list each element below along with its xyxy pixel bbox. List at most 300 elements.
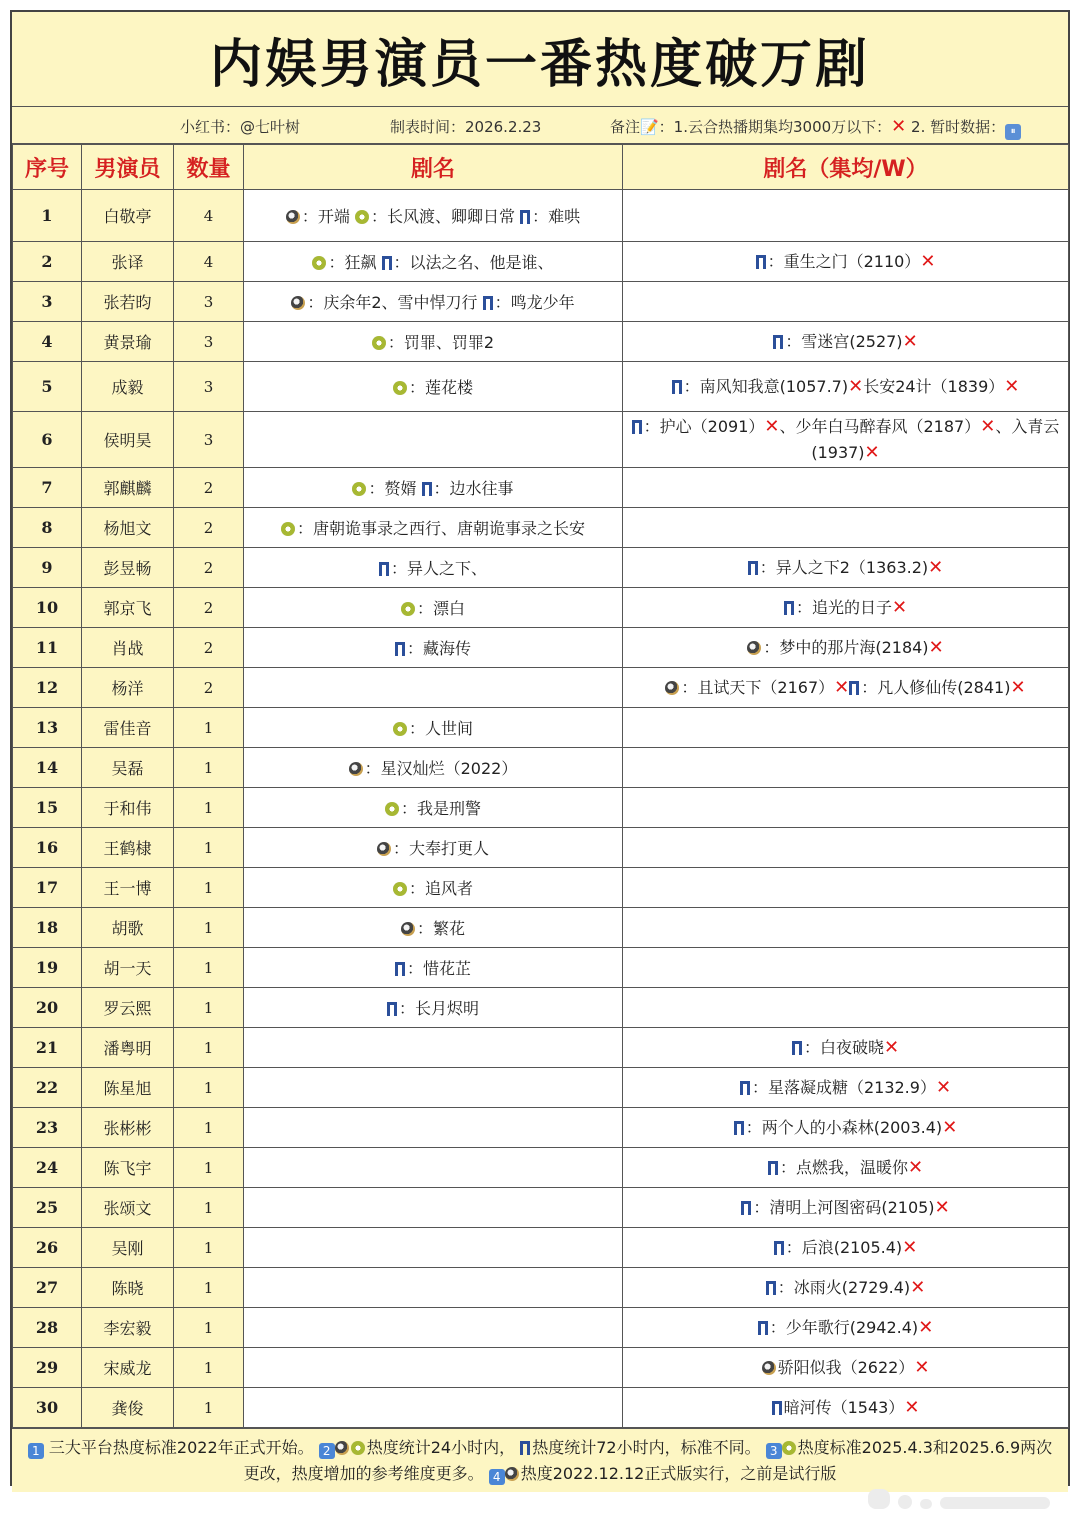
platform-c-icon — [387, 1002, 397, 1016]
row-index: 24 — [13, 1148, 82, 1188]
drama-count: 1 — [174, 1028, 244, 1068]
actor-name: 陈晓 — [82, 1268, 174, 1308]
actor-name: 陈飞宇 — [82, 1148, 174, 1188]
footer-text-2: 热度统计24小时内， — [366, 1438, 516, 1457]
platform-c-icon — [672, 380, 682, 394]
drama-count: 3 — [174, 412, 244, 468]
platform-c-icon — [748, 561, 758, 575]
drama-count: 1 — [174, 1308, 244, 1348]
cross-icon: ✕ — [934, 1196, 950, 1218]
drama-title: ：长月烬明 — [398, 999, 479, 1018]
footer-text-1: 三大平台热度标准2022年正式开始。 — [48, 1438, 314, 1457]
cross-icon: ✕ — [864, 441, 880, 463]
episode-avg-cell — [623, 668, 1069, 708]
drama-title: ：以法之名、他是谁、 — [393, 253, 554, 272]
cross-icon: ✕ — [891, 596, 908, 618]
platform-b-icon — [401, 602, 415, 616]
drama-cell — [244, 1108, 623, 1148]
episode-avg-cell — [623, 362, 1069, 412]
drama-title: ：异人之下2（1363.2) — [759, 557, 929, 577]
row-index: 9 — [13, 548, 82, 588]
platform-b-icon — [352, 482, 366, 496]
drama-title: ：星汉灿烂（2022） — [364, 759, 518, 778]
drama-count: 4 — [174, 242, 244, 282]
drama-cell — [244, 1188, 623, 1228]
platform-b-icon — [393, 882, 407, 896]
episode-avg-cell — [623, 412, 1069, 468]
row-index: 2 — [13, 242, 82, 282]
drama-title: ：追风者 — [408, 879, 473, 898]
drama-count: 1 — [174, 1348, 244, 1388]
episode-avg-cell — [623, 748, 1069, 788]
drama-title: ：清明上河图密码(2105) — [753, 1197, 935, 1217]
actor-name: 成毅 — [82, 362, 174, 412]
drama-title: ：点燃我，温暖你 — [779, 1157, 908, 1177]
drama-title: ：少年歌行(2942.4) — [769, 1317, 919, 1337]
table-row — [13, 242, 1069, 282]
episode-avg-cell — [623, 1388, 1069, 1428]
row-index: 6 — [13, 412, 82, 468]
note-badge-2: 2 — [319, 1443, 335, 1459]
drama-cell — [244, 412, 623, 468]
table-row — [13, 1028, 1069, 1068]
platform-c-icon — [483, 296, 493, 310]
drama-title: ：唐朝诡事录之西行、唐朝诡事录之长安 — [296, 519, 585, 538]
platform-a-icon — [286, 210, 300, 224]
row-index: 23 — [13, 1108, 82, 1148]
drama-cell — [244, 748, 623, 788]
platform-c-icon — [395, 962, 405, 976]
drama-count: 1 — [174, 708, 244, 748]
row-index: 19 — [13, 948, 82, 988]
row-index: 22 — [13, 1068, 82, 1108]
actor-name: 罗云熙 — [82, 988, 174, 1028]
actor-name: 侯明昊 — [82, 412, 174, 468]
episode-avg-cell — [623, 1308, 1069, 1348]
drama-cell — [244, 628, 623, 668]
drama-count: 4 — [174, 190, 244, 242]
drama-count: 2 — [174, 468, 244, 508]
platform-b-icon — [393, 722, 407, 736]
platform-c-icon — [379, 562, 389, 576]
episode-avg-cell — [623, 988, 1069, 1028]
row-index: 15 — [13, 788, 82, 828]
drama-title: ：边水往事 — [433, 479, 514, 498]
platform-b-icon — [312, 256, 326, 270]
row-index: 3 — [13, 282, 82, 322]
actor-name: 肖战 — [82, 628, 174, 668]
table-row — [13, 788, 1069, 828]
drama-count: 1 — [174, 868, 244, 908]
drama-count: 1 — [174, 988, 244, 1028]
table-row — [13, 828, 1069, 868]
table-row — [13, 1388, 1069, 1428]
row-index: 28 — [13, 1308, 82, 1348]
drama-count: 1 — [174, 828, 244, 868]
actor-name: 于和伟 — [82, 788, 174, 828]
drama-title: ：罚罪、罚罪2 — [387, 333, 495, 352]
table-row — [13, 908, 1069, 948]
actor-name: 彭昱畅 — [82, 548, 174, 588]
cross-icon: ✕ — [935, 1076, 952, 1098]
drama-title: ：南风知我意(1057.7) — [683, 376, 849, 396]
drama-count: 3 — [174, 322, 244, 362]
footer-text-5: 热度2022.12.12正式版实行，之前是试行版 — [520, 1464, 837, 1483]
table-row — [13, 322, 1069, 362]
actor-name: 胡一天 — [82, 948, 174, 988]
drama-title: ：长风渡、卿卿日常 — [370, 207, 521, 226]
row-index: 29 — [13, 1348, 82, 1388]
episode-avg-cell — [623, 908, 1069, 948]
episode-avg-cell — [623, 828, 1069, 868]
drama-cell — [244, 322, 623, 362]
drama-count: 3 — [174, 282, 244, 322]
actor-name: 龚俊 — [82, 1388, 174, 1428]
platform-c-icon — [792, 1041, 802, 1055]
cross-icon: ✕ — [910, 1276, 926, 1298]
drama-title: ：惜花芷 — [406, 959, 471, 978]
platform-a-icon — [505, 1467, 519, 1481]
actor-name: 雷佳音 — [82, 708, 174, 748]
header-row — [13, 145, 1069, 190]
episode-avg-cell — [623, 588, 1069, 628]
actor-name: 黄景瑜 — [82, 322, 174, 362]
drama-title: ：两个人的小森林(2003.4) — [745, 1117, 943, 1137]
row-index: 20 — [13, 988, 82, 1028]
episode-avg-cell — [623, 1028, 1069, 1068]
episode-avg-cell — [623, 788, 1069, 828]
date-label: 制表时间：2026.2.23 — [390, 118, 542, 136]
ranking-table — [12, 144, 1069, 1428]
row-index: 8 — [13, 508, 82, 548]
row-index: 14 — [13, 748, 82, 788]
table-row — [13, 282, 1069, 322]
drama-cell — [244, 1228, 623, 1268]
platform-b-icon — [385, 802, 399, 816]
platform-c-icon — [382, 256, 392, 270]
table-row — [13, 412, 1069, 468]
platform-b-icon — [393, 381, 407, 395]
note-mid: 2. 暂时数据： — [906, 118, 1006, 136]
drama-cell — [244, 908, 623, 948]
cross-icon: ✕ — [1004, 375, 1020, 397]
drama-title: ：梦中的那片海(2184) — [763, 637, 929, 657]
cross-icon: ✕ — [902, 1236, 918, 1258]
row-index: 11 — [13, 628, 82, 668]
drama-title: ：漂白 — [416, 599, 465, 618]
actor-name: 吴刚 — [82, 1228, 174, 1268]
cross-icon: ✕ — [848, 375, 864, 397]
actor-name: 陈星旭 — [82, 1068, 174, 1108]
table-row — [13, 668, 1069, 708]
drama-title: ：护心（2091） — [643, 416, 765, 436]
drama-cell — [244, 1148, 623, 1188]
drama-title: ：后浪(2105.4) — [785, 1237, 903, 1257]
cross-icon: ✕ — [904, 1396, 920, 1418]
platform-c-icon — [756, 255, 766, 269]
drama-title: ：难哄 — [532, 207, 581, 226]
note-badge-1: 1 — [28, 1443, 44, 1459]
episode-avg-cell — [623, 628, 1069, 668]
drama-title: 、入青云(1937) — [811, 416, 1060, 462]
platform-c-icon — [422, 482, 432, 496]
episode-avg-cell — [623, 1348, 1069, 1388]
episode-avg-cell — [623, 1228, 1069, 1268]
table-row — [13, 1268, 1069, 1308]
drama-count: 1 — [174, 948, 244, 988]
drama-count: 1 — [174, 1068, 244, 1108]
drama-cell — [244, 828, 623, 868]
footer-notes — [12, 1428, 1068, 1492]
drama-title: ：大奉打更人 — [392, 839, 489, 858]
drama-count: 1 — [174, 788, 244, 828]
drama-count: 2 — [174, 628, 244, 668]
row-index: 5 — [13, 362, 82, 412]
drama-cell — [244, 508, 623, 548]
drama-count: 1 — [174, 908, 244, 948]
actor-name: 白敬亭 — [82, 190, 174, 242]
table-row — [13, 628, 1069, 668]
drama-cell — [244, 282, 623, 322]
episode-avg-cell — [623, 548, 1069, 588]
platform-c-icon — [741, 1201, 751, 1215]
drama-cell — [244, 668, 623, 708]
cross-icon: ✕ — [914, 1356, 930, 1378]
author-label: 小红书：@七叶树 — [180, 118, 301, 136]
table-row — [13, 948, 1069, 988]
drama-title: 暗河传（1543） — [783, 1397, 905, 1417]
table-row — [13, 508, 1069, 548]
table-row — [13, 1108, 1069, 1148]
platform-c-icon — [772, 1401, 782, 1415]
platform-c-icon — [773, 335, 783, 349]
table-row — [13, 588, 1069, 628]
footer-text-4: 热度标准2025.4.3和2025.6.9两次更改，热度增加的参考维度更多。 — [243, 1438, 1053, 1483]
drama-cell — [244, 588, 623, 628]
drama-count: 2 — [174, 548, 244, 588]
drama-count: 3 — [174, 362, 244, 412]
platform-c-icon — [520, 210, 530, 224]
row-index: 7 — [13, 468, 82, 508]
table-row — [13, 1148, 1069, 1188]
episode-avg-cell — [623, 1268, 1069, 1308]
drama-count: 1 — [174, 1188, 244, 1228]
episode-avg-cell — [623, 242, 1069, 282]
platform-a-icon — [762, 1361, 776, 1375]
episode-avg-cell — [623, 1188, 1069, 1228]
drama-title: ：我是刑警 — [400, 799, 481, 818]
drama-title: ：追光的日子 — [795, 597, 892, 617]
drama-title: ：重生之门（2110） — [767, 251, 921, 271]
drama-title: 、少年白马醉春风（2187） — [779, 416, 981, 436]
row-index: 25 — [13, 1188, 82, 1228]
drama-title: ：冰雨火(2729.4) — [777, 1277, 911, 1297]
cross-icon: ✕ — [907, 1156, 924, 1178]
cross-icon: ✕ — [928, 636, 944, 658]
page-title: 内娱男演员一番热度破万剧 — [12, 12, 1068, 107]
cross-icon: ✕ — [928, 556, 944, 578]
drama-title: ：白夜破晓 — [803, 1037, 884, 1057]
drama-count: 2 — [174, 508, 244, 548]
drama-title: ：莲花楼 — [408, 378, 473, 397]
platform-c-icon — [740, 1081, 750, 1095]
table-row — [13, 1348, 1069, 1388]
platform-b-icon — [782, 1441, 796, 1455]
table-body — [13, 190, 1069, 1428]
meta-bar — [12, 107, 1068, 144]
actor-name: 郭麒麟 — [82, 468, 174, 508]
episode-avg-cell — [623, 868, 1069, 908]
drama-cell — [244, 548, 623, 588]
drama-count: 1 — [174, 1108, 244, 1148]
platform-b-icon — [281, 522, 295, 536]
drama-cell — [244, 362, 623, 412]
row-index: 16 — [13, 828, 82, 868]
drama-cell — [244, 1028, 623, 1068]
drama-count: 1 — [174, 1148, 244, 1188]
episode-avg-cell — [623, 468, 1069, 508]
platform-c-icon — [784, 601, 794, 615]
table-row — [13, 988, 1069, 1028]
drama-cell — [244, 1388, 623, 1428]
table-row — [13, 548, 1069, 588]
note-label — [610, 116, 1021, 140]
actor-name: 张颂文 — [82, 1188, 174, 1228]
episode-avg-cell — [623, 1148, 1069, 1188]
platform-a-icon — [349, 762, 363, 776]
row-index: 4 — [13, 322, 82, 362]
drama-cell — [244, 708, 623, 748]
note-badge-3: 3 — [766, 1443, 782, 1459]
cross-icon: ✕ — [883, 1036, 900, 1058]
platform-c-icon — [766, 1281, 776, 1295]
row-index: 1 — [13, 190, 82, 242]
drama-count: 2 — [174, 668, 244, 708]
platform-a-icon — [665, 681, 679, 695]
actor-name: 吴磊 — [82, 748, 174, 788]
platform-c-icon — [774, 1241, 784, 1255]
note-prefix: 备注📝：1.云合热播期集均3000万以下： — [610, 118, 892, 136]
row-index: 18 — [13, 908, 82, 948]
header-episode-avg: 剧名（集均/W） — [623, 145, 1069, 190]
platform-c-icon — [849, 681, 859, 695]
table-row — [13, 190, 1069, 242]
drama-count: 1 — [174, 1268, 244, 1308]
actor-name: 杨洋 — [82, 668, 174, 708]
platform-c-icon — [395, 642, 405, 656]
table-row — [13, 868, 1069, 908]
ranking-sheet — [10, 10, 1070, 1486]
drama-cell — [244, 1348, 623, 1388]
cross-icon: ✕ — [918, 1316, 934, 1338]
platform-c-icon — [734, 1121, 744, 1135]
drama-count: 1 — [174, 748, 244, 788]
table-row — [13, 708, 1069, 748]
episode-avg-cell — [623, 1108, 1069, 1148]
drama-cell — [244, 1268, 623, 1308]
drama-cell — [244, 948, 623, 988]
platform-b-icon — [351, 1441, 365, 1455]
cross-icon: ✕ — [1010, 676, 1026, 698]
table-row — [13, 1188, 1069, 1228]
drama-count: 1 — [174, 1228, 244, 1268]
header-drama: 剧名 — [244, 145, 623, 190]
drama-title: ：庆余年2、雪中悍刀行 — [307, 293, 483, 312]
drama-cell — [244, 468, 623, 508]
episode-avg-cell — [623, 708, 1069, 748]
drama-cell — [244, 242, 623, 282]
row-index: 17 — [13, 868, 82, 908]
drama-title: ：开端 — [301, 207, 355, 226]
row-index: 10 — [13, 588, 82, 628]
note-badge-4: 4 — [489, 1469, 505, 1485]
header-count: 数量 — [174, 145, 244, 190]
drama-cell — [244, 988, 623, 1028]
actor-name: 李宏毅 — [82, 1308, 174, 1348]
cross-icon: ✕ — [902, 330, 918, 352]
cross-icon: ✕ — [891, 116, 907, 137]
row-index: 13 — [13, 708, 82, 748]
watermark — [868, 1489, 1068, 1509]
drama-title: ：星落凝成糖（2132.9） — [751, 1077, 936, 1097]
episode-avg-cell — [623, 1068, 1069, 1108]
actor-name: 张译 — [82, 242, 174, 282]
cross-icon: ✕ — [980, 415, 996, 437]
platform-a-icon — [335, 1441, 349, 1455]
episode-avg-cell — [623, 948, 1069, 988]
drama-title: ：赘婿 — [368, 479, 422, 498]
actor-name: 张若昀 — [82, 282, 174, 322]
platform-a-icon — [747, 641, 761, 655]
drama-cell — [244, 868, 623, 908]
platform-a-icon — [377, 842, 391, 856]
row-index: 26 — [13, 1228, 82, 1268]
drama-count: 2 — [174, 588, 244, 628]
drama-title: ：雪迷宫(2527) — [785, 331, 903, 351]
actor-name: 张彬彬 — [82, 1108, 174, 1148]
drama-title: ：且试天下（2167） — [681, 677, 835, 697]
episode-avg-cell — [623, 190, 1069, 242]
actor-name: 宋威龙 — [82, 1348, 174, 1388]
table-row — [13, 468, 1069, 508]
table-row — [13, 1228, 1069, 1268]
row-index: 27 — [13, 1268, 82, 1308]
drama-title: ：狂飙 — [328, 253, 382, 272]
header-index: 序号 — [13, 145, 82, 190]
actor-name: 潘粤明 — [82, 1028, 174, 1068]
drama-title: 长安24计（1839） — [863, 376, 1005, 396]
episode-avg-cell — [623, 508, 1069, 548]
actor-name: 王鹤棣 — [82, 828, 174, 868]
cross-icon: ✕ — [834, 676, 850, 698]
drama-title: ：繁花 — [416, 919, 465, 938]
platform-c-icon — [520, 1441, 530, 1455]
actor-name: 郭京飞 — [82, 588, 174, 628]
row-index: 21 — [13, 1028, 82, 1068]
drama-cell — [244, 1308, 623, 1348]
drama-title: ：鸣龙少年 — [494, 293, 575, 312]
drama-cell — [244, 1068, 623, 1108]
platform-c-icon — [632, 420, 642, 434]
footer-text-3: 热度统计72小时内，标准不同。 — [532, 1438, 761, 1457]
platform-a-icon — [291, 296, 305, 310]
cross-icon: ✕ — [920, 250, 936, 272]
cross-icon: ✕ — [942, 1116, 958, 1138]
episode-avg-cell — [623, 322, 1069, 362]
table-row — [13, 1308, 1069, 1348]
drama-title: ：人世间 — [408, 719, 473, 738]
cross-icon: ✕ — [764, 415, 780, 437]
